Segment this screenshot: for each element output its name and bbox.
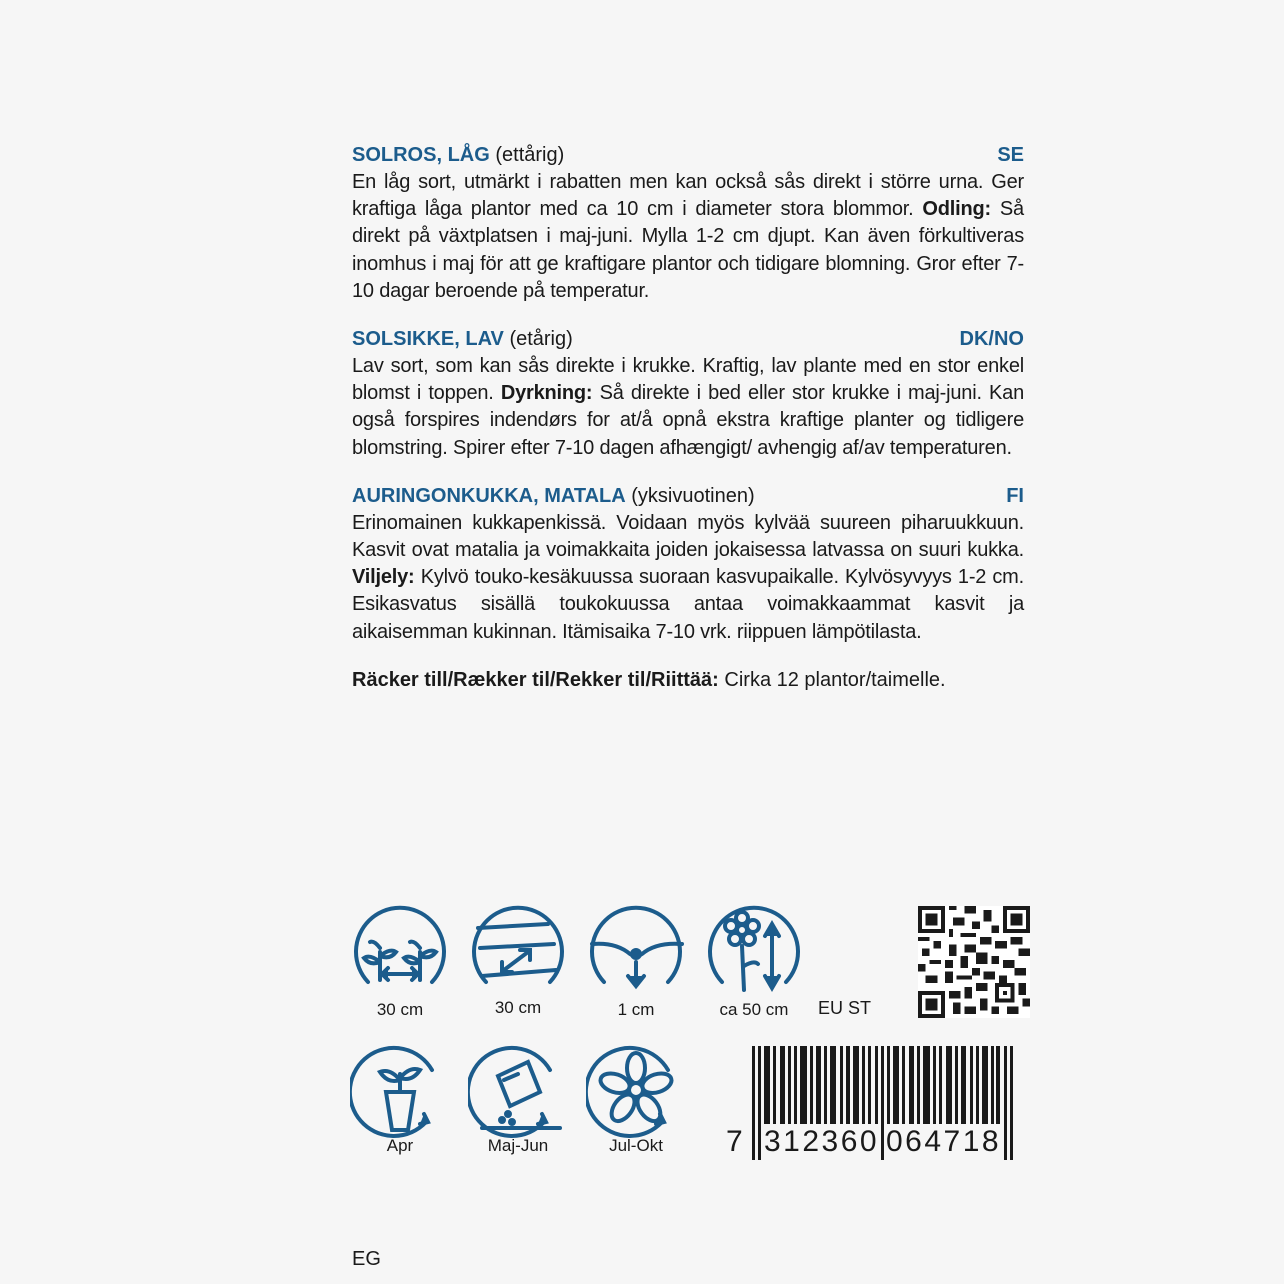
row-spacing-label: 30 cm (494, 998, 542, 1017)
section-heading (352, 483, 1024, 510)
eu-standard-label: EU ST (818, 998, 872, 1018)
indoor-sowing-label: Apr (386, 1136, 414, 1155)
plant-spacing-icon (350, 904, 450, 1004)
footer-code: EG (352, 1248, 381, 1270)
section-qualifier: (yksivuotinen) (631, 484, 755, 507)
outdoor-sowing-icon (468, 1040, 568, 1140)
yield-value: Cirka 12 plantor/taimelle. (724, 668, 946, 691)
heading-left (352, 483, 755, 510)
flowering-label: Jul-Okt (609, 1136, 663, 1155)
barcode-digits (726, 1124, 1030, 1160)
cultivation-label: Viljely: (352, 566, 415, 589)
language-code: DK/NO (959, 328, 1024, 351)
plant-height-label: ca 50 cm (719, 1000, 789, 1019)
plant-spacing-label: 30 cm (376, 1000, 424, 1019)
description-text: Lav sort, som kan sås direkte i krukke. Kraftig, lav plante med en stor enkel blomst i toppen. (352, 355, 1024, 405)
qr-code[interactable] (918, 906, 1030, 1018)
cultivation-text: Så direkt på växtplatsen i maj-juni. Mylla 1-2 cm djupt. Kan även förkultiveras inomhus i maj för att ge kraftigare plantor och tidigare blomning. Gror efter 7-10 dagar beroende på temperatur. (352, 198, 1024, 302)
barcode-group-1: 312360 (764, 1125, 880, 1158)
section-qualifier: (ettårig) (495, 144, 565, 166)
seed-packet-text (352, 142, 1024, 694)
section-se (352, 142, 1024, 305)
section-body (352, 510, 1024, 646)
section-title: SOLSIKKE, LAV (352, 328, 504, 351)
section-fi (352, 483, 1024, 646)
cultivation-label: Odling: (922, 198, 991, 221)
cultivation-text: Så direkte i bed eller stor krukke i maj-juni. Kan også forspires indendørs for at/å opnå ekstra kraftige planter og tidligere blomstring. Spirer efter 7-10 dagen afhængigt/ avhengig af/av temperaturen. (352, 382, 1024, 459)
section-heading (352, 326, 1024, 353)
heading-left (352, 142, 564, 169)
section-body (352, 353, 1024, 462)
description-text: En låg sort, utmärkt i rabatten men kan också sås direkt i större urna. Ger kraftiga låga plantor med ca 10 cm i diameter stora blommor. (352, 171, 1024, 221)
section-heading (352, 142, 1024, 169)
language-code: FI (1006, 484, 1024, 507)
barcode-group-2: 064718 (886, 1125, 1002, 1158)
language-code: SE (997, 144, 1024, 166)
sowing-depth-label: 1 cm (617, 1000, 655, 1019)
yield-label: Räcker till/Rækker til/Rekker til/Riittää: (352, 668, 719, 691)
sowing-depth-icon (586, 904, 686, 1004)
yield-line (352, 667, 1024, 694)
section-body (352, 169, 1024, 305)
flowering-icon (586, 1040, 686, 1140)
section-dk-no (352, 326, 1024, 462)
plant-height-icon (704, 904, 804, 1004)
cultivation-text: Kylvö touko-kesäkuussa suoraan kasvupaikalle. Kylvösyvyys 1-2 cm. Esikasvatus sisällä toukokuussa antaa voimakkaammat kasvit ja aikaisemman kukinnan. Itämisaika 7-10 vrk. riippuen lämpötilasta. (352, 566, 1024, 643)
outdoor-sowing-label: Maj-Jun (487, 1136, 549, 1155)
indoor-sowing-icon (350, 1040, 450, 1140)
heading-left (352, 326, 573, 353)
section-qualifier: (etårig) (509, 328, 573, 351)
row-spacing-icon (468, 904, 568, 1004)
section-title: AURINGONKUKKA, MATALA (352, 484, 626, 507)
description-text: Erinomainen kukkapenkissä. Voidaan myös kylvää suureen piharuukkuun. Kasvit ovat matalia ja voimakkaita joiden jokaisessa latvassa on suuri kukka. (352, 511, 1024, 562)
section-title: SOLROS, LÅG (352, 144, 490, 166)
cultivation-label: Dyrkning: (500, 382, 593, 405)
barcode-first-digit: 7 (726, 1124, 749, 1160)
